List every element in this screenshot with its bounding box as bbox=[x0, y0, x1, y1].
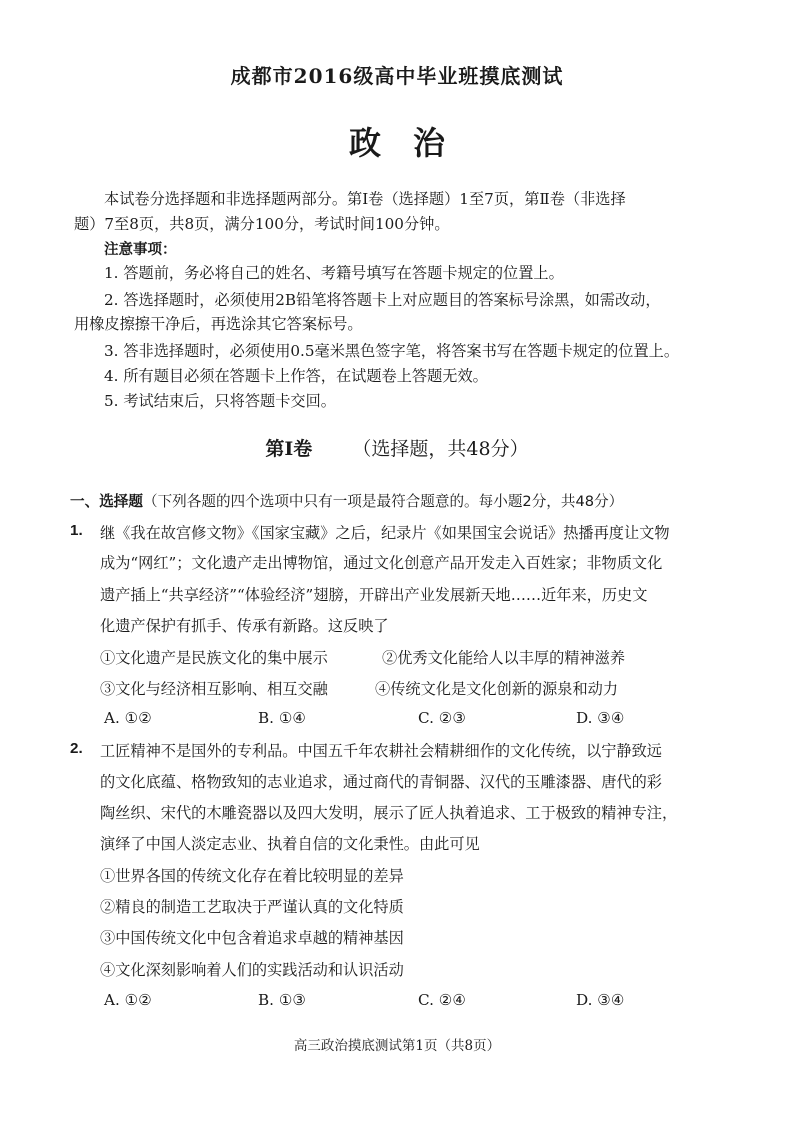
section-title-num: 第Ⅰ卷 bbox=[265, 438, 313, 460]
question-2-statement-1: ①世界各国的传统文化存在着比较明显的差异 bbox=[100, 867, 404, 885]
notice-heading: 注意事项： bbox=[104, 242, 177, 258]
intro-line-1: 本试卷分选择题和非选择题两部分。第Ⅰ卷（选择题）1至7页，第Ⅱ卷（非选择 bbox=[104, 190, 626, 208]
notice-item-1: 1. 答题前，务必将自己的姓名、考籍号填写在答题卡规定的位置上。 bbox=[104, 264, 564, 282]
question-2-statement-2: ②精良的制造工艺取决于严谨认真的文化特质 bbox=[100, 898, 404, 916]
subject-title: 政 治 bbox=[348, 124, 445, 162]
question-1-number: 1. bbox=[70, 522, 83, 539]
question-2-statement-3: ③中国传统文化中包含着追求卓越的精神基因 bbox=[100, 929, 404, 947]
question-1-option-b: B. ①④ bbox=[258, 709, 307, 727]
question-1-option-a: A. ①② bbox=[104, 709, 152, 727]
section-instructions bbox=[70, 490, 623, 511]
exam-title: 成都市2016级高中毕业班摸底测试 bbox=[230, 64, 564, 88]
question-2-stem-line-4: 演绎了中国人淡定志业、执着自信的文化秉性。由此可见 bbox=[100, 835, 480, 853]
section-head-bold: 一、选择题 bbox=[70, 493, 143, 510]
question-2-stem-line-3: 陶丝织、宋代的木雕瓷器以及四大发明，展示了匠人执着追求、工于极致的精神专注， bbox=[100, 804, 678, 822]
question-1-statement-3: ③文化与经济相互影响、相互交融 bbox=[100, 680, 328, 698]
question-2-number: 2. bbox=[70, 740, 83, 757]
question-2-option-d: D. ③④ bbox=[576, 991, 625, 1009]
page-footer: 高三政治摸底测试第1页（共8页） bbox=[293, 1038, 501, 1054]
question-1-stem-line-2: 成为“网红”；文化遗产走出博物馆，通过文化创意产品开发走入百姓家；非物质文化 bbox=[100, 554, 663, 572]
question-1-option-c: C. ②③ bbox=[418, 709, 466, 727]
notice-item-4: 4. 所有题目必须在答题卡上作答，在试题卷上答题无效。 bbox=[104, 367, 488, 385]
question-1-statement-1: ①文化遗产是民族文化的集中展示 bbox=[100, 649, 328, 667]
question-1-stem-line-4: 化遗产保护有抓手、传承有新路。这反映了 bbox=[100, 617, 389, 635]
question-2-stem-line-1: 工匠精神不是国外的专利品。中国五千年农耕社会精耕细作的文化传统，以宁静致远 bbox=[100, 742, 662, 760]
question-1-stem-line-1: 继《我在故宫修文物》《国家宝藏》之后，纪录片《如果国宝会说话》热播再度让文物 bbox=[100, 524, 670, 542]
question-1-statement-2: ②优秀文化能给人以丰厚的精神滋养 bbox=[382, 649, 625, 667]
notice-item-2a: 2. 答选择题时，必须使用2B铅笔将答题卡上对应题目的答案标号涂黑，如需改动， bbox=[104, 291, 661, 309]
question-2-stem-line-2: 的文化底蕴、格物致知的志业追求，通过商代的青铜器、汉代的玉雕漆器、唐代的彩 bbox=[100, 773, 662, 791]
notice-item-2b: 用橡皮擦擦干净后，再选涂其它答案标号。 bbox=[74, 315, 363, 333]
section-title bbox=[0, 434, 794, 461]
question-2-option-b: B. ①③ bbox=[258, 991, 307, 1009]
question-1-statement-4: ④传统文化是文化创新的源泉和动力 bbox=[375, 680, 618, 698]
section-head-rest: （下列各题的四个选项中只有一项是最符合题意的。每小题2分，共48分） bbox=[142, 493, 624, 510]
notice-item-5: 5. 考试结束后，只将答题卡交回。 bbox=[104, 392, 336, 410]
question-1-stem-line-3: 遗产插上“共享经济”“体验经济”翅膀，开辟出产业发展新天地……近年来，历史文 bbox=[100, 586, 648, 604]
question-1-option-d: D. ③④ bbox=[576, 709, 625, 727]
question-2-statement-4: ④文化深刻影响着人们的实践活动和认识活动 bbox=[100, 961, 404, 979]
question-2-option-a: A. ①② bbox=[104, 991, 152, 1009]
intro-line-2: 题）7至8页，共8页，满分100分，考试时间100分钟。 bbox=[74, 215, 450, 233]
section-title-rest: （选择题，共48分） bbox=[352, 438, 529, 460]
question-2-option-c: C. ②④ bbox=[418, 991, 466, 1009]
notice-item-3: 3. 答非选择题时，必须使用0.5毫米黑色签字笔，将答案书写在答题卡规定的位置上。 bbox=[104, 342, 680, 360]
